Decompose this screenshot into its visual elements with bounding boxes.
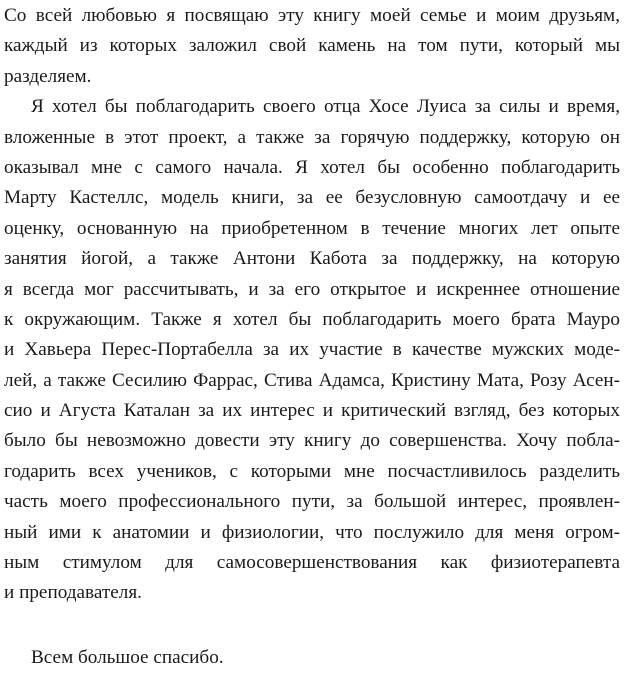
text-line: каждый из которых заложил свой камень на том пути, который мы <box>4 35 620 57</box>
text-line: Я хотел бы поблагодарить своего отца Хосе Луиса за силы и время, <box>31 96 620 118</box>
text-line: было бы невозможно довести эту книгу до совершенства. Хочу побла- <box>4 430 620 452</box>
text-line: вложенные в этот проект, а также за горячую поддержку, которую он <box>4 126 620 148</box>
text-line: лей, а также Сесилию Фаррас, Стива Адамса, Кристину Мата, Розу Асен- <box>4 369 620 391</box>
text-line: годарить всех учеников, с которыми мне посчастливилось разделить <box>4 460 620 482</box>
text-line: ный ими к анатомии и физиологии, что послужило для меня огром- <box>4 521 620 543</box>
paragraph-acknowledgements <box>4 92 620 609</box>
text-line: занятия йогой, а также Антони Кабота за поддержку, на которую <box>4 248 620 270</box>
text-line: Марту Кастеллс, модель книги, за ее безусловную самоотдачу и ее <box>4 187 620 209</box>
text-line: и Хавьера Перес-Портабелла за их участие в качестве мужских моде- <box>4 339 620 361</box>
closing-line: Всем большое спасибо. <box>31 646 224 668</box>
text-line: Со всей любовью я посвящаю эту книгу моей семье и моим друзьям, <box>4 5 620 26</box>
text-line: ным стимулом для самосовершенствования как физиотерапевта <box>4 552 620 574</box>
text-line: оценку, основанную на приобретенном в течение многих лет опыте <box>4 217 620 239</box>
text-line: сио и Агуста Каталан за их интерес и критический взгляд, без которых <box>4 400 620 422</box>
text-line: оказывал мне с самого начала. Я хотел бы особенно поблагодарить <box>4 156 620 178</box>
text-line: к окружающим. Также я хотел бы поблагодарить моего брата Мауро <box>4 308 620 330</box>
text-line: я всегда мог рассчитывать, и за его открытое и искреннее отношение <box>4 278 620 300</box>
text-line: разделяем. <box>4 65 92 87</box>
text-line: часть моего профессионального пути, за большой интерес, проявлен- <box>4 491 620 513</box>
paragraph-gap <box>4 609 620 643</box>
text-line: и преподавателя. <box>4 582 142 604</box>
paragraph-dedication <box>4 1 620 92</box>
